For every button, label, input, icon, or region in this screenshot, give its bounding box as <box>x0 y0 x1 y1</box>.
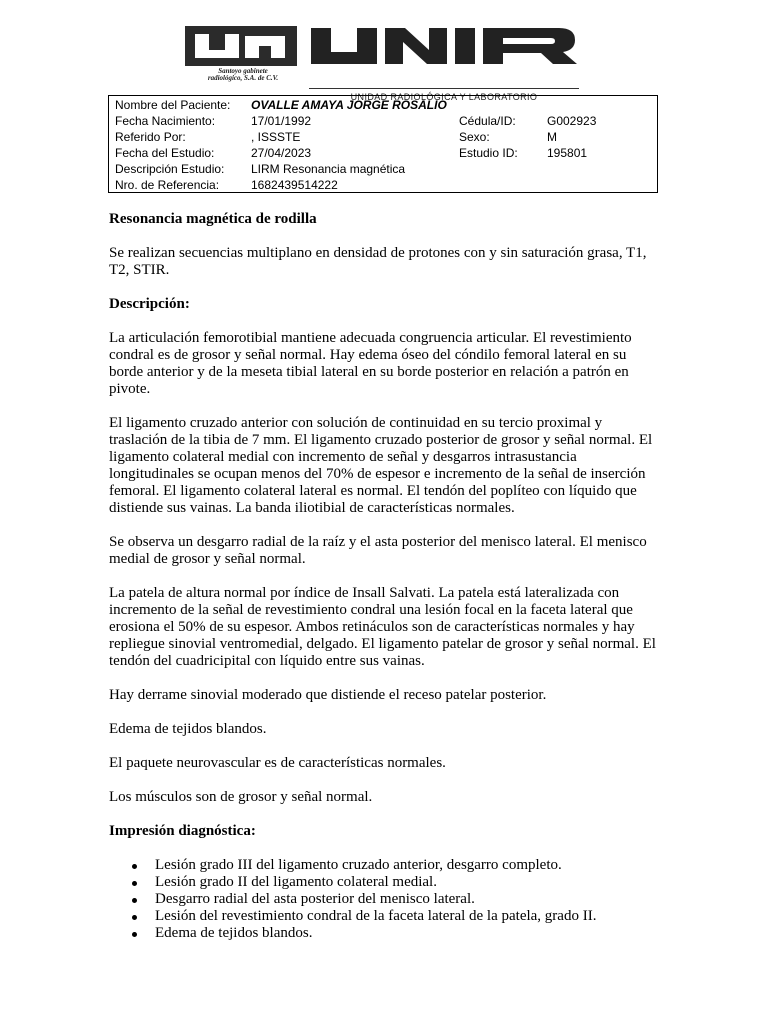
finding-paragraph: La patela de altura normal por índice de Insall Salvati. La patela está lateralizada con incremento de la señal de revestimiento condral una lesión focal en la faceta lateral que erosiona el 50% de su espesor. Ambos retináculos son de características normales y hay repliegue sinovial ventromedial, delgado. El ligamento patelar de grosor y señal normal. El tendón del cuadricipital con líquido entre sus vainas. <box>109 585 656 669</box>
logo-wordmark <box>309 26 579 66</box>
sex-label: Sexo: <box>459 130 490 144</box>
impression-item: Lesión grado III del ligamento cruzado anterior, desgarro completo. <box>155 857 661 874</box>
dob-value: 17/01/1992 <box>251 114 312 128</box>
finding-paragraph: Edema de tejidos blandos. <box>109 721 267 737</box>
study-id-value: 195801 <box>547 146 588 160</box>
description-heading: Descripción: <box>109 296 190 312</box>
impression-list <box>109 857 661 942</box>
study-date-value: 27/04/2023 <box>251 146 312 160</box>
description-value: LIRM Resonancia magnética <box>251 162 406 176</box>
study-date-label: Fecha del Estudio: <box>115 146 215 160</box>
patient-name: OVALLE AMAYA JORGE ROSALIO <box>251 98 447 112</box>
logo-tagline-line2: radiológico, S.A. de C.V. <box>207 74 279 82</box>
logo-wordmark-graphic <box>309 26 579 66</box>
study-id-label: Estudio ID: <box>459 146 518 160</box>
dob-label: Fecha Nacimiento: <box>115 114 216 128</box>
sex-value: M <box>547 130 557 144</box>
impression-item: Lesión del revestimiento condral de la faceta lateral de la patela, grado II. <box>155 908 661 925</box>
info-row-study-date <box>109 145 657 161</box>
impression-item: Lesión grado II del ligamento colateral medial. <box>155 874 661 891</box>
reference-value: 1682439514222 <box>251 178 338 192</box>
impression-item: Desgarro radial del asta posterior del menisco lateral. <box>155 891 661 908</box>
logo-emblem-mark <box>185 26 297 66</box>
referred-label: Referido Por: <box>115 130 186 144</box>
unir-logo <box>185 26 580 102</box>
finding-paragraph: Hay derrame sinovial moderado que distiende el receso patelar posterior. <box>109 687 547 703</box>
id-value: G002923 <box>547 114 597 128</box>
logo-tagline-line1: Santoyo gabinete <box>218 67 268 75</box>
report-intro: Se realizan secuencias multiplano en densidad de protones con y sin saturación grasa, T1, T2, STIR. <box>109 245 647 278</box>
logo-tagline <box>191 68 295 82</box>
finding-paragraph: La articulación femorotibial mantiene adecuada congruencia articular. El revestimiento condral es de grosor y señal normal. Hay edema óseo del cóndilo femoral lateral en su borde anterior y de la meseta tibial lateral en su borde posterior en relación a patrón en pivote. <box>109 330 632 397</box>
finding-paragraph: Los músculos son de grosor y señal normal. <box>109 789 373 805</box>
info-row-dob <box>109 113 657 129</box>
description-label: Descripción Estudio: <box>115 162 225 176</box>
referred-value: , ISSSTE <box>251 130 301 144</box>
info-row-referred <box>109 129 657 145</box>
logo-subtitle: UNIDAD RADIOLÓGICA Y LABORATORIO <box>350 92 538 102</box>
report-body <box>109 211 661 942</box>
reference-label: Nro. de Referencia: <box>115 178 220 192</box>
finding-paragraph: El paquete neurovascular es de características normales. <box>109 755 446 771</box>
report-title: Resonancia magnética de rodilla <box>109 211 317 227</box>
info-row-description <box>109 161 657 177</box>
impression-item: Edema de tejidos blandos. <box>155 925 661 942</box>
info-row-reference <box>109 177 657 193</box>
impression-heading: Impresión diagnóstica: <box>109 823 256 839</box>
finding-paragraph: El ligamento cruzado anterior con solución de continuidad en su tercio proximal y traslación de la tibia de 7 mm. El ligamento cruzado posterior de grosor y señal normal. El ligamento colateral medial con incremento de señal y desgarros intrasustancia longitudinales se ocupan menos del 70% de espesor e incremento de la señal de inserción femoral. El ligamento colateral lateral es normal. El tendón del poplíteo con líquido que distiende sus vainas. La banda iliotibial de características normales. <box>109 415 653 516</box>
id-label: Cédula/ID: <box>459 114 516 128</box>
logo-divider <box>309 88 579 89</box>
finding-paragraph: Se observa un desgarro radial de la raíz y el asta posterior del menisco lateral. El menisco medial de grosor y señal normal. <box>109 534 647 567</box>
patient-info-box <box>108 95 658 193</box>
name-label: Nombre del Paciente: <box>115 98 231 112</box>
logo-emblem <box>185 26 297 66</box>
info-row-name <box>109 97 657 113</box>
